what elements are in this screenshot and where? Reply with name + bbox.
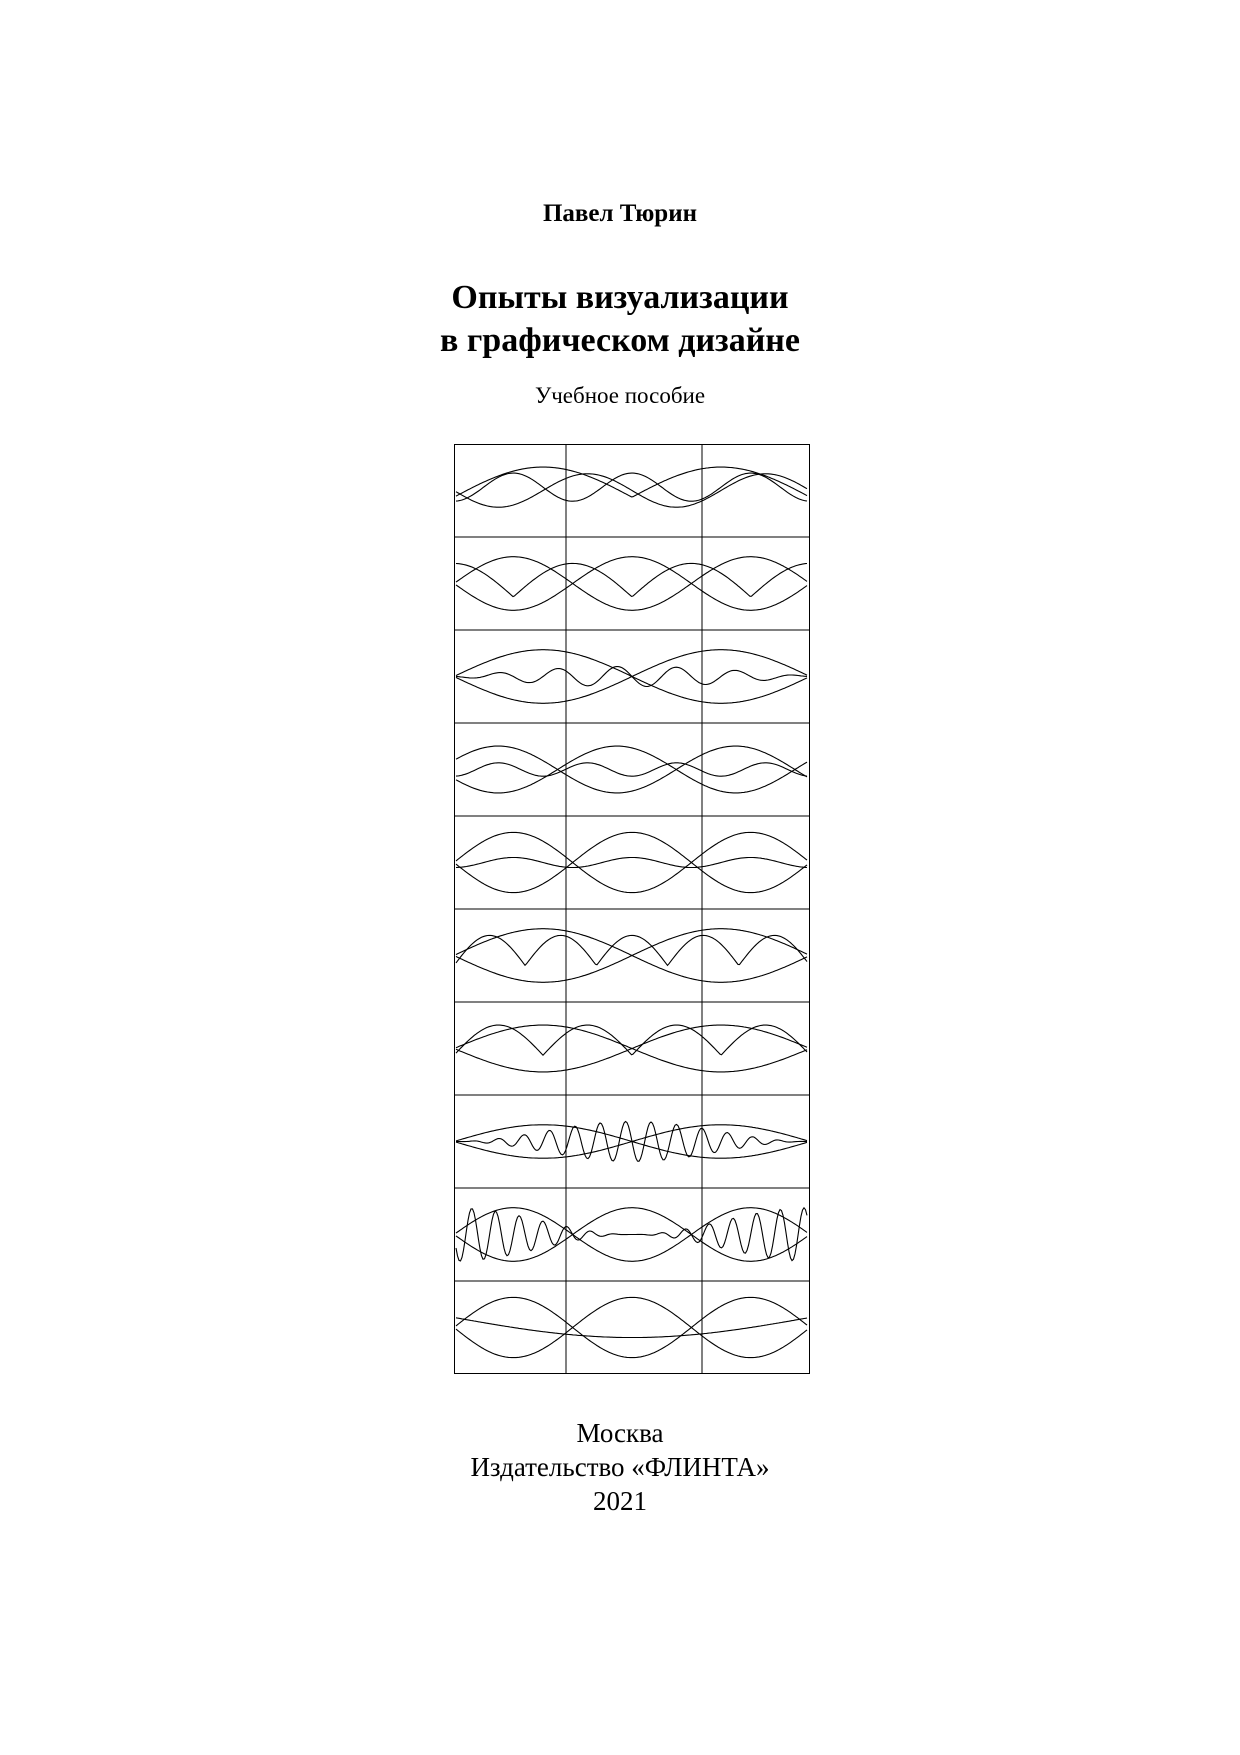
wave-curve bbox=[456, 467, 807, 497]
wave-curve bbox=[456, 1297, 807, 1357]
wave-curve bbox=[456, 929, 807, 983]
book-title-line-2: в графическом дизайне bbox=[440, 322, 800, 359]
wave-curve bbox=[456, 557, 807, 611]
wave-curve bbox=[456, 1318, 807, 1338]
wave-curve bbox=[456, 1125, 807, 1158]
cover-illustration bbox=[454, 444, 810, 1374]
wave-curve bbox=[456, 832, 807, 892]
wave-curve bbox=[456, 1297, 807, 1357]
wave-curve bbox=[456, 474, 807, 507]
imprint-city: Москва bbox=[576, 1418, 664, 1448]
wave-curve bbox=[456, 746, 807, 793]
wave-curve bbox=[456, 1208, 807, 1261]
imprint bbox=[0, 1416, 1240, 1518]
book-subtitle: Учебное пособие bbox=[534, 383, 706, 408]
wave-curve bbox=[456, 832, 807, 892]
wave-curve bbox=[456, 746, 807, 793]
wave-curve bbox=[456, 1025, 807, 1072]
wave-curve bbox=[456, 935, 807, 965]
wave-curve bbox=[456, 858, 807, 868]
wave-curve bbox=[456, 557, 807, 611]
author-name: Павел Тюрин bbox=[542, 200, 698, 227]
illustration-curves bbox=[456, 467, 807, 1358]
imprint-year: 2021 bbox=[593, 1486, 647, 1516]
wave-curve bbox=[456, 563, 807, 596]
book-title bbox=[0, 276, 1240, 362]
book-title-line-1: Опыты визуализации bbox=[451, 279, 789, 316]
wave-curve bbox=[456, 667, 807, 687]
wave-curve bbox=[456, 763, 807, 776]
imprint-publisher: Издательство «ФЛИНТА» bbox=[470, 1452, 770, 1482]
